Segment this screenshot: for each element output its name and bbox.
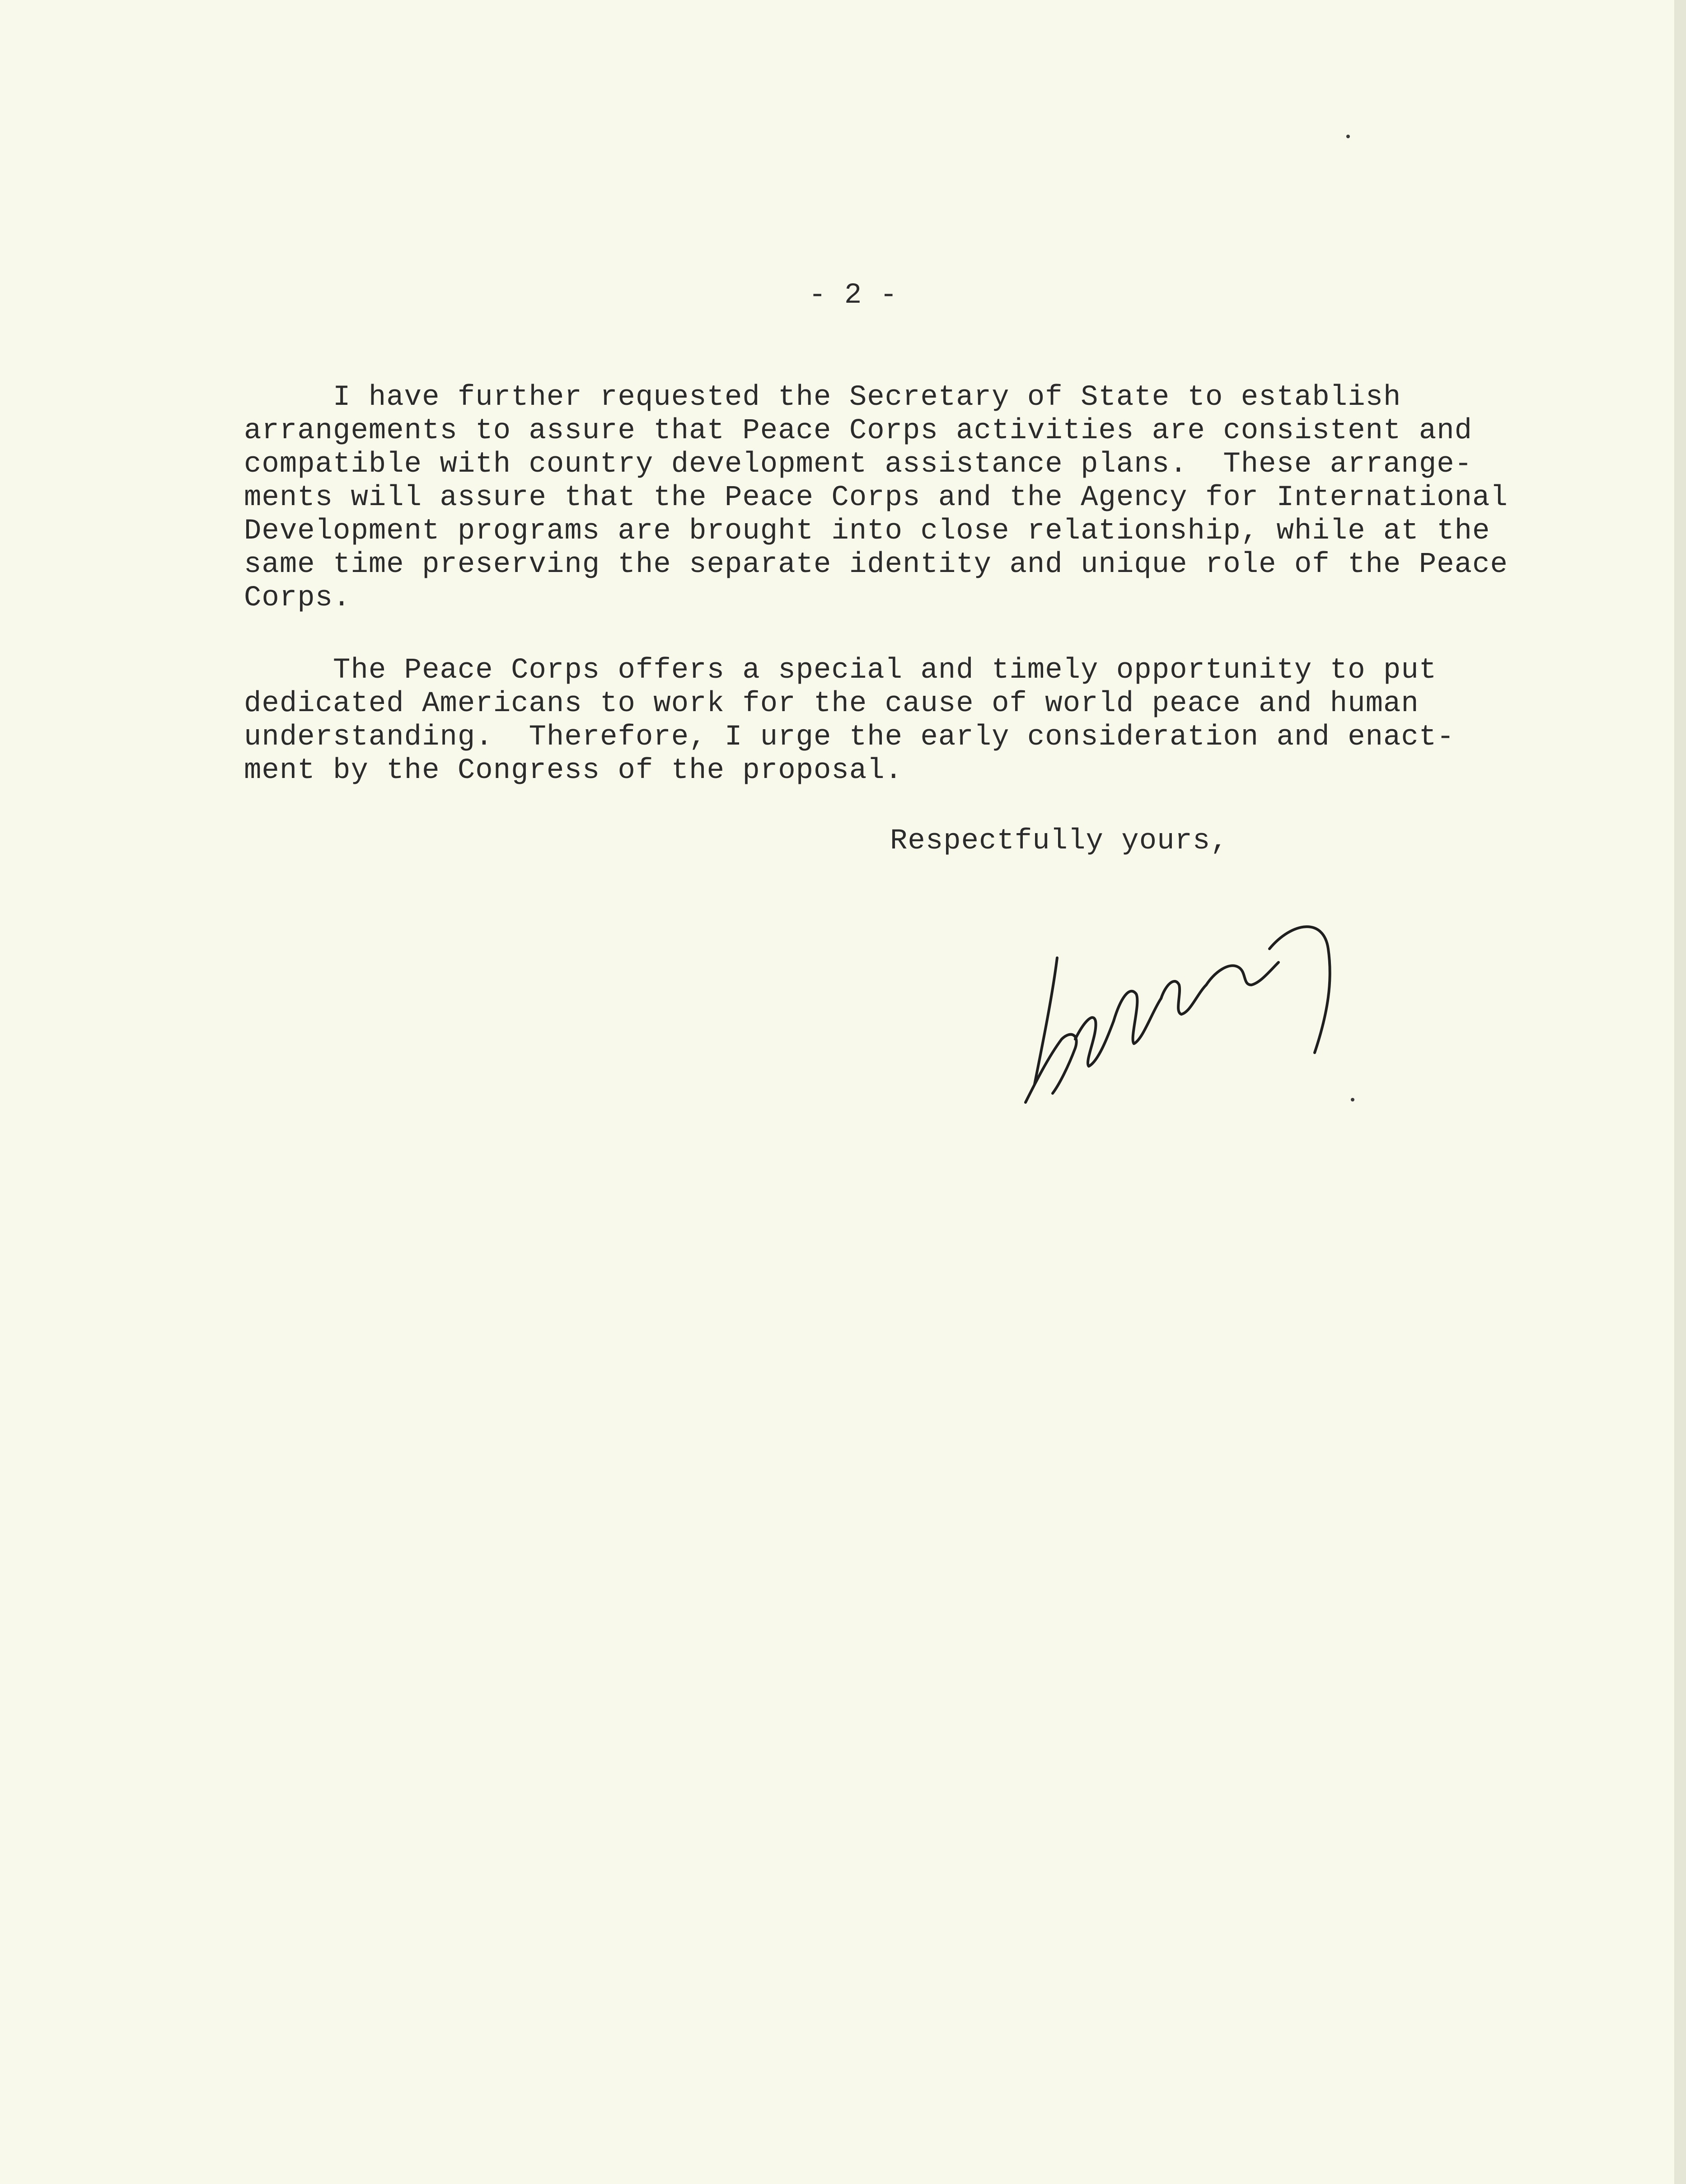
paragraph-1-line: ments will assure that the Peace Corps and the Agency for International bbox=[244, 482, 1508, 514]
ink-speck bbox=[1351, 1098, 1354, 1101]
paragraph-1-line: compatible with country development assistance plans. These arrange- bbox=[244, 448, 1473, 481]
ink-speck bbox=[1346, 135, 1350, 138]
page-number: - 2 - bbox=[809, 279, 898, 312]
paragraph-2-line: ment by the Congress of the proposal. bbox=[244, 755, 903, 787]
signature bbox=[1016, 849, 1342, 1129]
paragraph-1-line: arrangements to assure that Peace Corps activities are consistent and bbox=[244, 415, 1473, 447]
paragraph-1-line: Development programs are brought into close relationship, while at the bbox=[244, 515, 1490, 548]
paragraph-2-line: The Peace Corps offers a special and timely opportunity to put bbox=[244, 654, 1437, 687]
paragraph-2-line: understanding. Therefore, I urge the early consideration and enact- bbox=[244, 721, 1455, 754]
paragraph-2-line: dedicated Americans to work for the cause of world peace and human bbox=[244, 688, 1419, 720]
paragraph-1-line: I have further requested the Secretary of State to establish bbox=[244, 381, 1401, 414]
paragraph-1-line: same time preserving the separate identity and unique role of the Peace bbox=[244, 548, 1508, 581]
page-edge bbox=[1674, 0, 1686, 2184]
closing: Respectfully yours, bbox=[890, 825, 1228, 858]
paragraph-1-line: Corps. bbox=[244, 582, 351, 614]
